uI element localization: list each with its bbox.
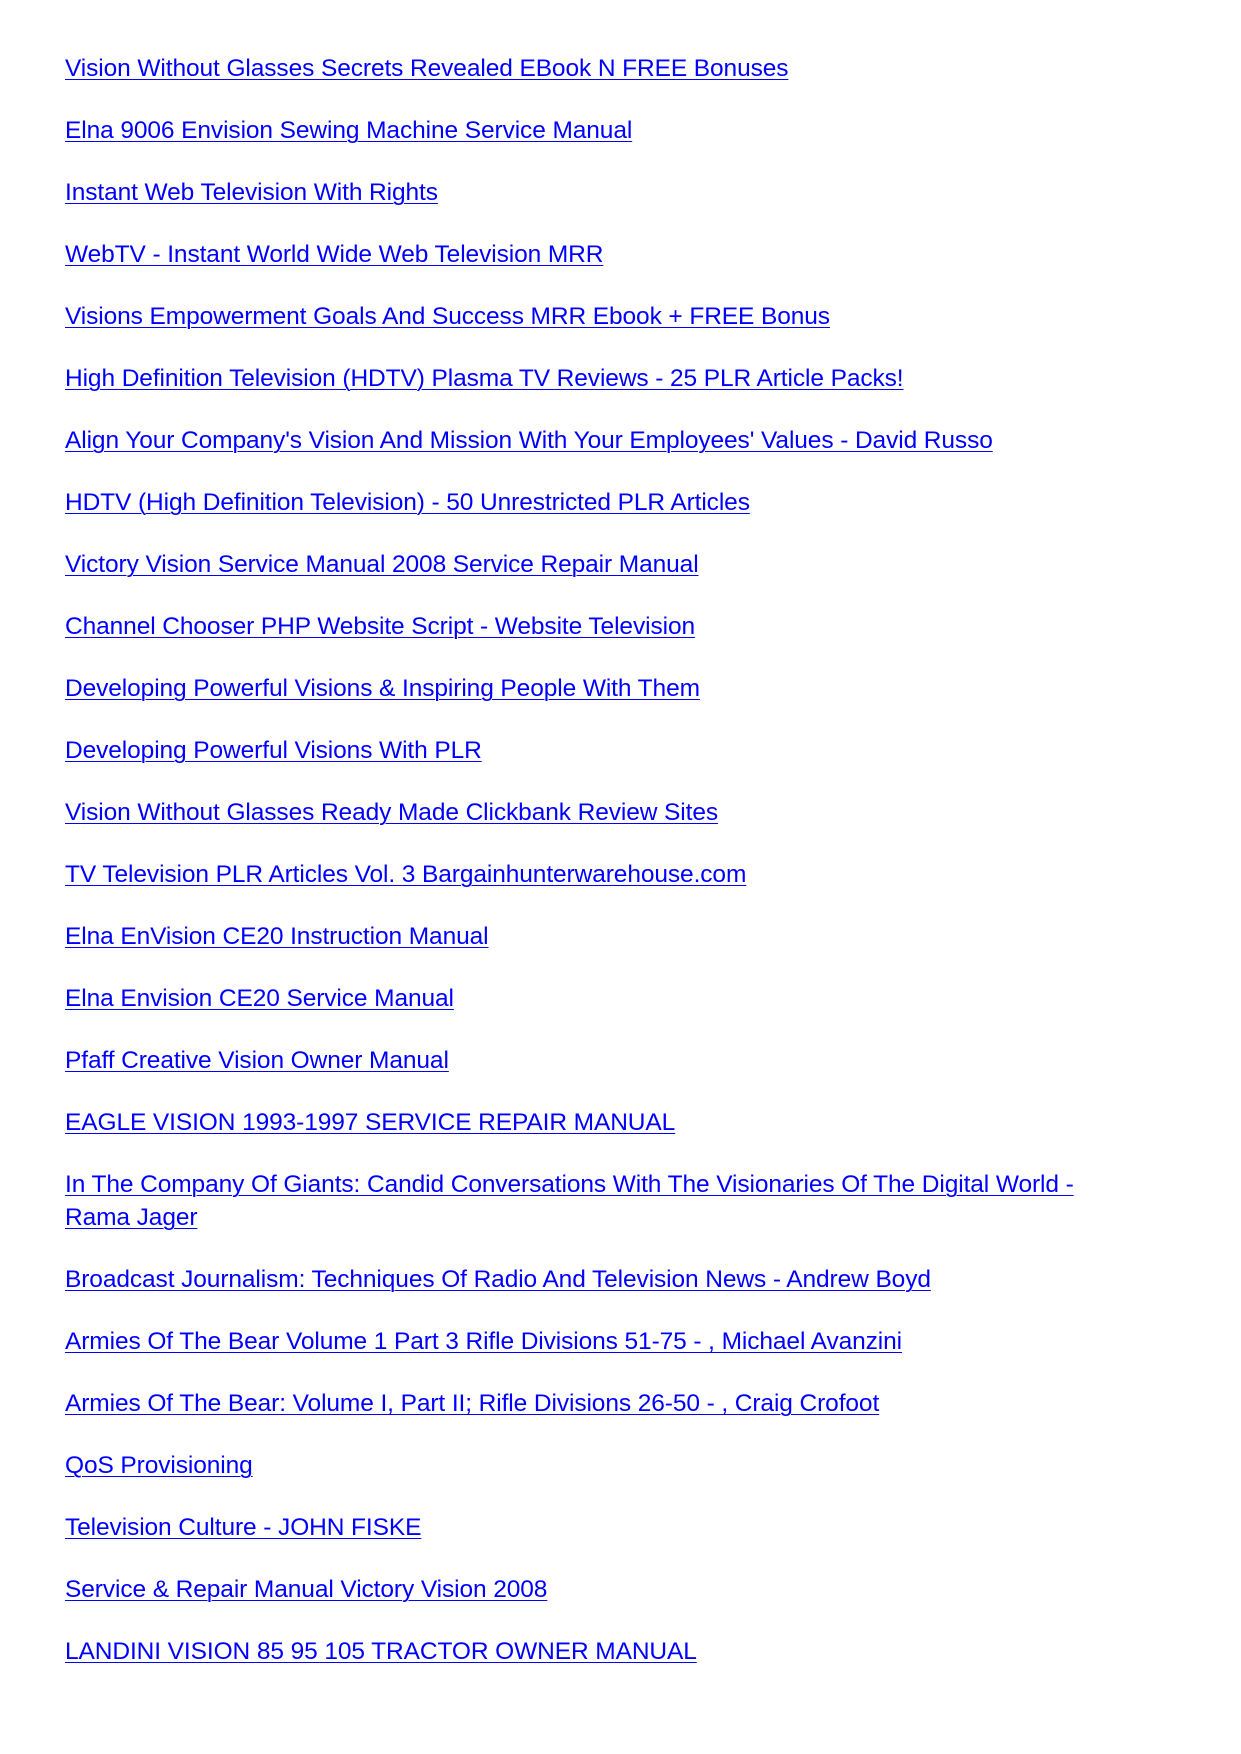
list-item [65,116,1125,149]
link-channel-chooser-script[interactable]: Channel Chooser PHP Website Script - Website Television [65,613,695,640]
list-item [65,984,1125,1017]
list-item [65,302,1125,335]
list-item [65,1108,1125,1141]
list-item [65,488,1125,521]
related-links-list [65,54,1125,1670]
link-hdtv-plr-articles[interactable]: HDTV (High Definition Television) - 50 Unrestricted PLR Articles [65,489,750,516]
list-item [65,364,1125,397]
list-item [65,426,1125,459]
list-item [65,922,1125,955]
list-item [65,1170,1125,1236]
list-item [65,178,1125,211]
link-victory-vision-2008[interactable]: Service & Repair Manual Victory Vision 2008 [65,1576,548,1603]
link-pfaff-creative-vision[interactable]: Pfaff Creative Vision Owner Manual [65,1047,449,1074]
document-page [65,54,1125,1699]
link-developing-powerful-visions-plr[interactable]: Developing Powerful Visions With PLR [65,737,482,764]
list-item [65,860,1125,893]
link-hdtv-plasma-reviews[interactable]: High Definition Television (HDTV) Plasma TV Reviews - 25 PLR Article Packs! [65,365,904,392]
link-qos-provisioning[interactable]: QoS Provisioning [65,1452,253,1479]
link-victory-vision-service-manual[interactable]: Victory Vision Service Manual 2008 Service Repair Manual [65,551,699,578]
list-item [65,1637,1125,1670]
link-vision-without-glasses-ebook[interactable]: Vision Without Glasses Secrets Revealed EBook N FREE Bonuses [65,55,789,82]
link-elna-envision-instruction-manual[interactable]: Elna EnVision CE20 Instruction Manual [65,923,489,950]
list-item [65,736,1125,769]
link-developing-powerful-visions-inspiring[interactable]: Developing Powerful Visions & Inspiring People With Them [65,675,700,702]
link-elna-envision-service-manual[interactable]: Elna Envision CE20 Service Manual [65,985,454,1012]
link-visions-empowerment-ebook[interactable]: Visions Empowerment Goals And Success MRR Ebook + FREE Bonus [65,303,830,330]
list-item [65,1265,1125,1298]
list-item [65,674,1125,707]
list-item [65,1327,1125,1360]
link-landini-vision-tractor[interactable]: LANDINI VISION 85 95 105 TRACTOR OWNER MANUAL [65,1638,697,1665]
link-align-company-vision[interactable]: Align Your Company's Vision And Mission With Your Employees' Values - David Russo [65,427,993,454]
list-item [65,240,1125,273]
link-broadcast-journalism[interactable]: Broadcast Journalism: Techniques Of Radio And Television News - Andrew Boyd [65,1266,931,1293]
list-item [65,612,1125,645]
link-elna-9006-service-manual[interactable]: Elna 9006 Envision Sewing Machine Service Manual [65,117,633,144]
list-item [65,798,1125,831]
link-armies-of-the-bear-part2[interactable]: Armies Of The Bear: Volume I, Part II; Rifle Divisions 26-50 - , Craig Crofoot [65,1390,880,1417]
list-item [65,54,1125,87]
link-webtv-mrr[interactable]: WebTV - Instant World Wide Web Television MRR [65,241,604,268]
link-armies-of-the-bear-part3[interactable]: Armies Of The Bear Volume 1 Part 3 Rifle Divisions 51-75 - , Michael Avanzini [65,1328,903,1355]
list-item [65,1513,1125,1546]
link-instant-web-television[interactable]: Instant Web Television With Rights [65,179,438,206]
list-item [65,1389,1125,1422]
list-item [65,1046,1125,1079]
link-television-culture[interactable]: Television Culture - JOHN FISKE [65,1514,422,1541]
link-company-of-giants[interactable]: In The Company Of Giants: Candid Conversations With The Visionaries Of The Digital World - Rama Jager [65,1171,1074,1231]
list-item [65,1575,1125,1608]
link-eagle-vision-repair-manual[interactable]: EAGLE VISION 1993-1997 SERVICE REPAIR MANUAL [65,1109,676,1136]
list-item [65,550,1125,583]
list-item [65,1451,1125,1484]
link-vision-without-glasses-review-sites[interactable]: Vision Without Glasses Ready Made Clickbank Review Sites [65,799,719,826]
link-tv-plr-articles-vol3[interactable]: TV Television PLR Articles Vol. 3 Bargainhunterwarehouse.com [65,861,747,888]
